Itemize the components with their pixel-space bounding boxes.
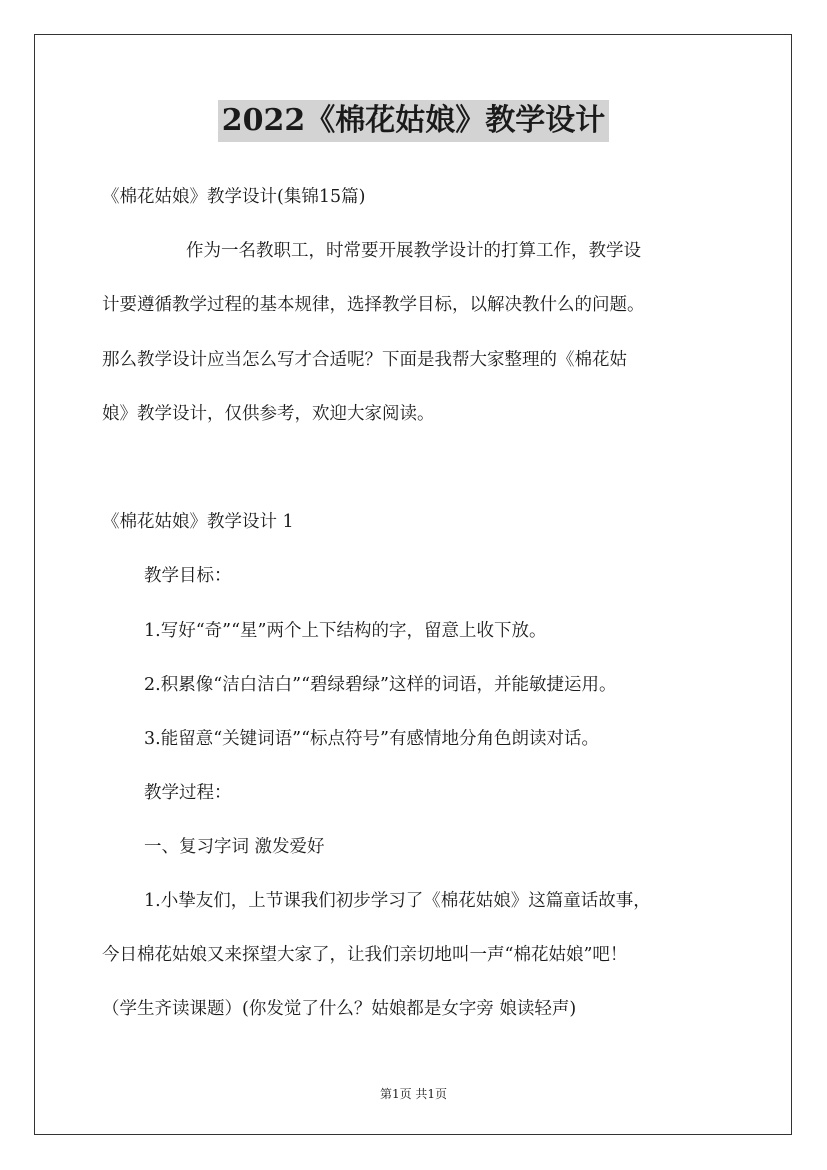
intro-line: 作为一名教职工，时常要开展教学设计的打算工作，教学设 <box>186 241 641 261</box>
goal-item: 1.写好“奇”“星”两个上下结构的字，留意上收下放。 <box>144 621 547 641</box>
goals-label: 教学目标： <box>144 566 232 586</box>
subtitle: 《棉花姑娘》教学设计(集锦15篇) <box>102 187 366 207</box>
title-container <box>0 100 827 142</box>
intro-line: 计要遵循教学过程的基本规律，选择教学目标，以解决教什么的问题。 <box>102 295 645 315</box>
document-title: 2022《棉花姑娘》教学设计 <box>218 100 610 142</box>
intro-line: 那么教学设计应当怎么写才合适呢？下面是我帮大家整理的《棉花姑 <box>102 350 627 370</box>
intro-line: 娘》教学设计，仅供参考，欢迎大家阅读。 <box>102 404 435 424</box>
step-heading: 一、复习字词 激发爱好 <box>144 837 325 857</box>
process-label: 教学过程： <box>144 783 232 803</box>
section-heading: 《棉花姑娘》教学设计 1 <box>102 512 294 532</box>
goal-item: 3.能留意“关键词语”“标点符号”有感情地分角色朗读对话。 <box>144 729 599 749</box>
goal-item: 2.积累像“洁白洁白”“碧绿碧绿”这样的词语，并能敏捷运用。 <box>144 675 617 695</box>
page-footer: 第1页 共1页 <box>379 1087 448 1101</box>
step-line: （学生齐读课题）(你发觉了什么？姑娘都是女字旁 娘读轻声) <box>102 999 577 1019</box>
step-line: 1.小挚友们，上节课我们初步学习了《棉花姑娘》这篇童话故事， <box>144 891 651 911</box>
step-line: 今日棉花姑娘又来探望大家了，让我们亲切地叫一声“棉花姑娘”吧！ <box>102 945 628 965</box>
